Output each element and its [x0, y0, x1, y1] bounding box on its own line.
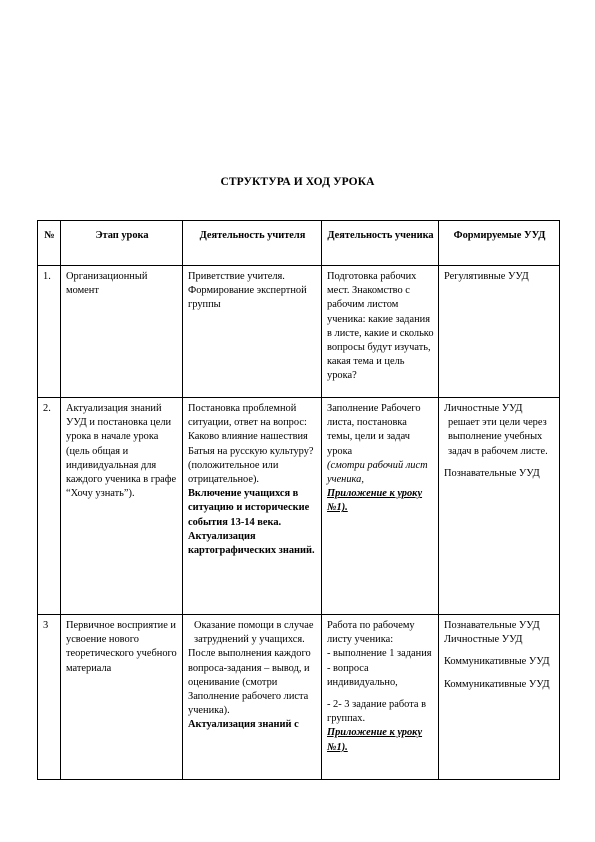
row-stage: Первичное восприятие и усвоение нового теоретического учебного материала: [61, 615, 183, 780]
header-uud: Формируемые УУД: [439, 221, 560, 266]
row-uud: Регулятивные УУД: [439, 266, 560, 398]
teacher-bold-text: Актуализация картографических знаний.: [188, 530, 315, 557]
row-stage: Организационный момент: [61, 266, 183, 398]
table-row: [38, 266, 560, 398]
teacher-bold-text: Актуализация знаний с: [188, 719, 299, 731]
table-row: [38, 398, 560, 615]
uud-text: Познавательные УУД: [444, 467, 540, 479]
header-stage: Этап урока: [61, 221, 183, 266]
student-text: Заполнение Рабочего листа, постановка темы, цели и задач урока: [327, 403, 421, 457]
header-student-activity: Деятельность ученика: [322, 221, 439, 266]
teacher-text: После выполнения каждого вопроса-задания – вывод, и оценивание (смотри Заполнение рабочего листа ученика).: [188, 648, 311, 717]
row-number: 2.: [38, 398, 61, 615]
uud-text: решает эти цели через выполнение учебных задач в рабочем листе.: [448, 417, 548, 457]
student-text: - 2- 3 задание работа в группах.: [327, 699, 426, 725]
row-teacher-activity: [183, 615, 322, 780]
row-uud: [439, 615, 560, 780]
appendix-reference: Приложение к уроку №1).: [327, 488, 423, 514]
student-text: - выполнение 1 задания - вопроса индивидуально,: [327, 648, 432, 688]
row-student-activity: Подготовка рабочих мест. Знакомство с рабочим листом ученика: какие задания в листе, какие и сколько вопросы будут изучать, какая тема и цель урока?: [322, 266, 439, 398]
row-student-activity: [322, 398, 439, 615]
teacher-text: Приветствие учителя.: [188, 271, 285, 282]
row-teacher-activity: [183, 398, 322, 615]
teacher-text: Постановка проблемной ситуации, ответ на вопрос: Каково влияние нашествия Батыя на русскую культуру? (положительное или отрицательное).: [188, 403, 314, 486]
uud-text: Личностные УУД: [444, 403, 523, 414]
row-number: 3: [38, 615, 61, 780]
uud-text: Коммуникативные УУД: [444, 656, 550, 668]
row-stage: Актуализация знаний УУД и постановка цели урока в начале урока (цель общая и индивидуальная для каждого ученика в графе “Хочу узнать”).: [61, 398, 183, 615]
row-uud: [439, 398, 560, 615]
student-italic-text: (смотри рабочий лист ученика,: [327, 459, 428, 486]
appendix-reference: Приложение к уроку №1).: [327, 727, 423, 753]
header-teacher-activity: Деятельность учителя: [183, 221, 322, 266]
teacher-text: Оказание помощи в случае затруднений у учащихся.: [194, 620, 314, 646]
row-number: 1.: [38, 266, 61, 398]
page-title: СТРУКТУРА И ХОД УРОКА: [220, 176, 375, 188]
uud-text: Коммуникативные УУД: [444, 678, 550, 690]
table-row: [38, 615, 560, 780]
teacher-bold-text: Включение учащихся в ситуацию и исторические события 13-14 века.: [188, 488, 310, 528]
table-header-row: [38, 221, 560, 266]
uud-text: Личностные УУД: [444, 634, 523, 646]
header-number: №: [38, 221, 61, 266]
student-text: Работа по рабочему листу ученика:: [327, 620, 415, 646]
lesson-structure-table: [37, 220, 560, 780]
row-teacher-activity: [183, 266, 322, 398]
uud-text: Познавательные УУД: [444, 620, 540, 631]
row-student-activity: [322, 615, 439, 780]
teacher-text: Формирование экспертной группы: [188, 285, 307, 311]
